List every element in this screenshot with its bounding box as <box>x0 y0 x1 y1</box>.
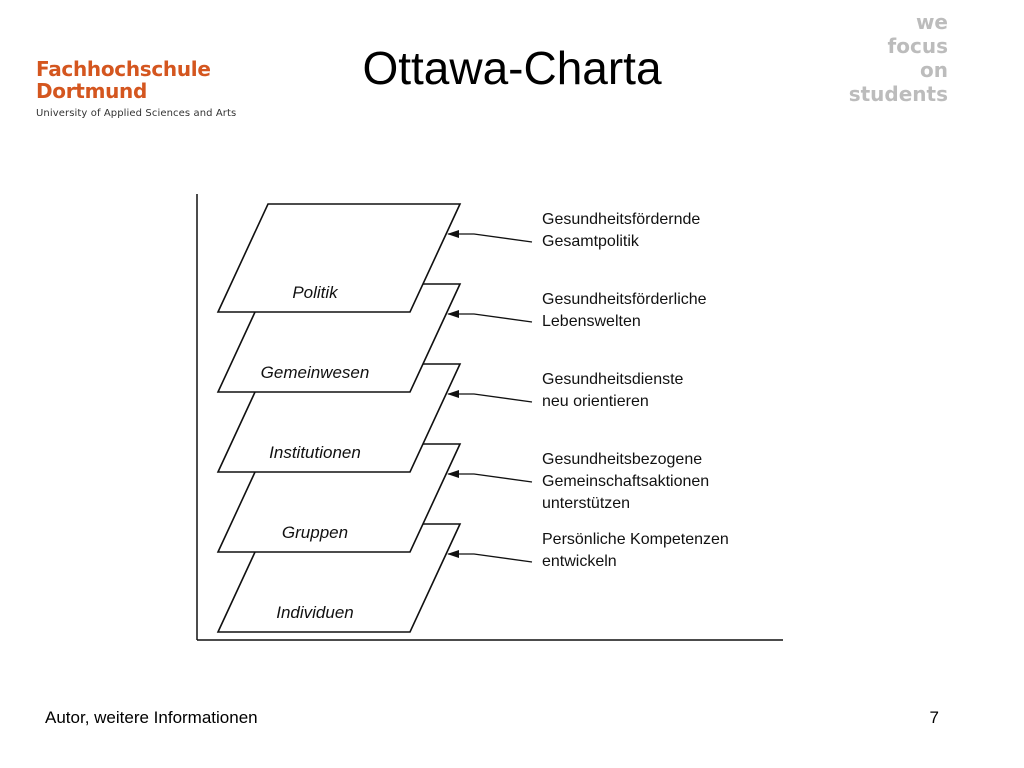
level-description-line: Gesamtpolitik <box>542 233 639 250</box>
level-description-line: Gesundheitsbezogene <box>542 451 703 468</box>
connector-arrow <box>448 474 532 482</box>
level-description <box>542 291 707 330</box>
slogan-word-2: focus <box>887 34 948 58</box>
level-description-line: Gemeinschaftsaktionen <box>542 473 710 490</box>
level-description <box>542 371 684 410</box>
ottawa-charter-diagram <box>190 188 790 648</box>
level-description <box>542 531 729 570</box>
level-description-line: Persönliche Kompetenzen <box>542 531 729 548</box>
logo-line-2: Dortmund <box>36 79 147 103</box>
plane-label: Institutionen <box>269 443 361 462</box>
level-description-line: neu orientieren <box>542 393 649 410</box>
footer-page-number: 7 <box>929 708 939 727</box>
level-description-line: Gesundheitsfördernde <box>542 211 701 228</box>
plane-label: Politik <box>292 283 338 302</box>
level-description-line: Gesundheitsdienste <box>542 371 684 388</box>
level-description <box>542 451 709 512</box>
connector-arrow <box>448 234 532 242</box>
plane-label: Individuen <box>276 603 354 622</box>
footer-author: Autor, weitere Informationen <box>45 708 258 727</box>
slide-title: Ottawa-Charta <box>362 42 662 94</box>
level-description-line: Gesundheitsförderliche <box>542 291 707 308</box>
slogan-word-3: on <box>920 58 948 82</box>
slogan-word-4: students <box>848 82 948 106</box>
logo-line-1: Fachhochschule <box>36 57 211 81</box>
level-description-line: entwickeln <box>542 553 617 570</box>
level-description-line: Lebenswelten <box>542 313 641 330</box>
slogan-word-1: we <box>915 10 948 34</box>
connector-arrow <box>448 314 532 322</box>
plane-label: Gruppen <box>281 523 349 542</box>
slogan <box>849 10 948 106</box>
connector-arrow <box>448 394 532 402</box>
connector-arrow <box>448 554 532 562</box>
level-description <box>542 211 700 250</box>
logo-subtitle: University of Applied Sciences and Arts <box>36 108 237 119</box>
level-description-line: unterstützen <box>542 495 631 512</box>
plane-label: Gemeinwesen <box>260 363 370 382</box>
